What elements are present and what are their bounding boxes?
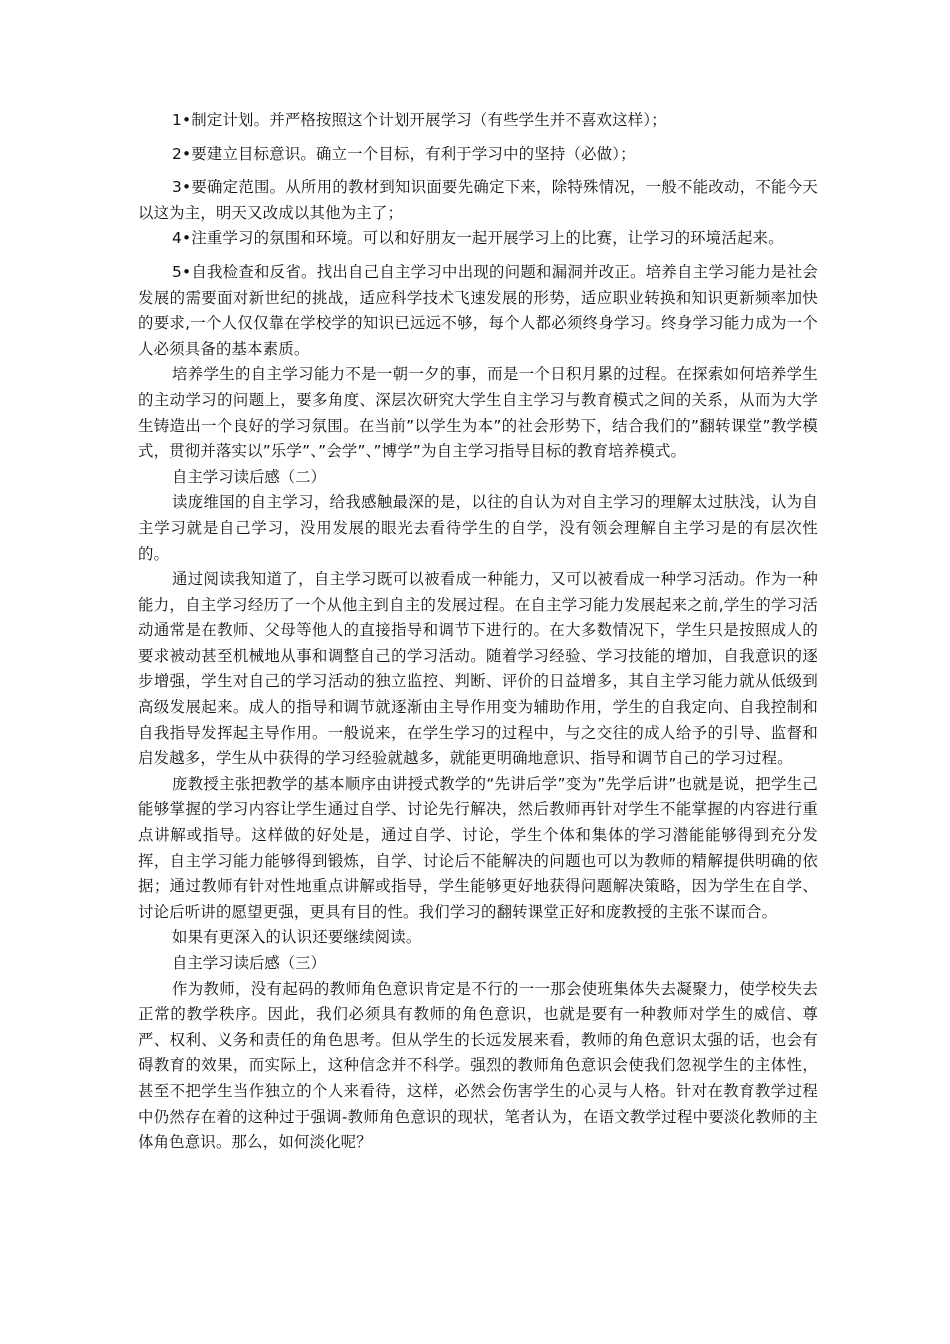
section-heading-3: 自主学习读后感（三） xyxy=(172,954,326,972)
paragraph-continue-reading: 如果有更深入的认识还要继续阅读。 xyxy=(172,928,422,947)
document-body xyxy=(138,108,818,1156)
paragraph-reading-pang: 读庞维国的自主学习，给我感触最深的是，以往的自认为对自主学习的理解太过肤浅，认为自主学习就是自己学习，没用发展的眼光去看待学生的自学，没有领会理解自主学习是的有层次性的。 xyxy=(138,493,818,563)
section-heading-2: 自主学习读后感（二） xyxy=(172,467,326,486)
paragraph-teacher-role: 作为教师，没有起码的教师角色意识肯定是不行的一一那会使班集体失去凝聚力，使学校失去正常的教学秩序。因此，我们必须具有教师的角色意识，也就是要有一种教师对学生的威信、尊严、权利、义务和责任的角色思考。但从学生的长远发展来看，教师的角色意识太强的话，也会有碍教育的效果，而实际上，这种信念并不科学。强烈的教师角色意识会使我们忽视学生的主体性，甚至不把学生当作独立的个人来看待，这样，必然会伤害学生的心灵与人格。针对在教育教学过程中仍然存在着的这种过于强调-教师角色意识的现状，笔者认为，在语文教学过程中要淡化教师的主体角色意识。那么，如何淡化呢？ xyxy=(138,979,818,1152)
paragraph-ability-development: 通过阅读我知道了，自主学习既可以被看成一种能力，又可以被看成一种学习活动。作为一种能力，自主学习经历了一个从他主到自主的发展过程。在自主学习能力发展起来之前,学生的学习活动通常是在教师、父母等他人的直接指导和调节下进行的。在大多数情况下，学生只是按照成人的要求被动甚至机械地从事和调整自己的学习活动。随着学习经验、学习技能的增加，自我意识的逐步增强，学生对自己的学习活动的独立监控、判断、评价的日益增多，其自主学习能力就从低级到高级发展起来。成人的指导和调节就逐渐由主导作用变为辅助作用，学生的自我定向、自我控制和自我指导发挥起主导作用。一般说来，在学生学习的过程中，与之交往的成人给予的引导、监督和启发越多，学生从中获得的学习经验就越多，就能更明确地意识、指导和调节自己的学习过程。 xyxy=(138,570,818,768)
paragraph-cultivation: 培养学生的自主学习能力不是一朝一夕的事，而是一个日积月累的过程。在探索如何培养学生的主动学习的问题上，要多角度、深层次研究大学生自主学习与教育模式之间的关系，从而为大学生铸造出一个良好的学习氛围。在当前”以学生为本”的社会形势下，结合我们的”翻转课堂”教学模式，贯彻并落实以”乐学”、”会学”、”博学”为自主学习指导目标的教育培养模式。 xyxy=(138,365,818,461)
paragraph-step-5: 5•自我检查和反省。找出自己自主学习中出现的问题和漏洞并改正。培养自主学习能力是社会发展的需要面对新世纪的挑战，适应科学技术飞速发展的形势，适应职业转换和知识更新频率加快的要求,一个人仅仅靠在学校学的知识已远远不够，每个人都必须终身学习。终身学习能力成为一个人必须具备的基本素质。 xyxy=(138,262,818,358)
paragraph-teaching-order: 庞教授主张把教学的基本顺序由讲授式教学的“先讲后学”变为”先学后讲”也就是说，把学生己能够掌握的学习内容让学生通过自学、讨论先行解决，然后教师再针对学生不能掌握的内容进行重点讲解或指导。这样做的好处是，通过自学、讨论，学生个体和集体的学习潜能能够得到充分发挥，自主学习能力能够得到锻炼，自学、讨论后不能解决的问题也可以为教师的精解提供明确的依据；通过教师有针对性地重点讲解或指导，学生能够更好地获得问题解决策略，因为学生在自学、讨论后听讲的愿望更强，更具有目的性。我们学习的翻转课堂正好和庞教授的主张不谋而合。 xyxy=(138,774,818,921)
paragraph-step-4: 4•注重学习的氛围和环境。可以和好朋友一起开展学习上的比赛，让学习的环境活起来。 xyxy=(172,229,784,248)
paragraph-step-1: 1•制定计划。并严格按照这个计划开展学习（有些学生并不喜欢这样）； xyxy=(172,111,667,129)
paragraph-step-3: 3•要确定范围。从所用的教材到知识面要先确定下来，除特殊情况，一般不能改动，不能今天以这为主，明天又改成以其他为主了； xyxy=(138,178,818,222)
paragraph-step-2: 2•要建立目标意识。确立一个目标，有利于学习中的坚持（必做）； xyxy=(172,144,636,163)
